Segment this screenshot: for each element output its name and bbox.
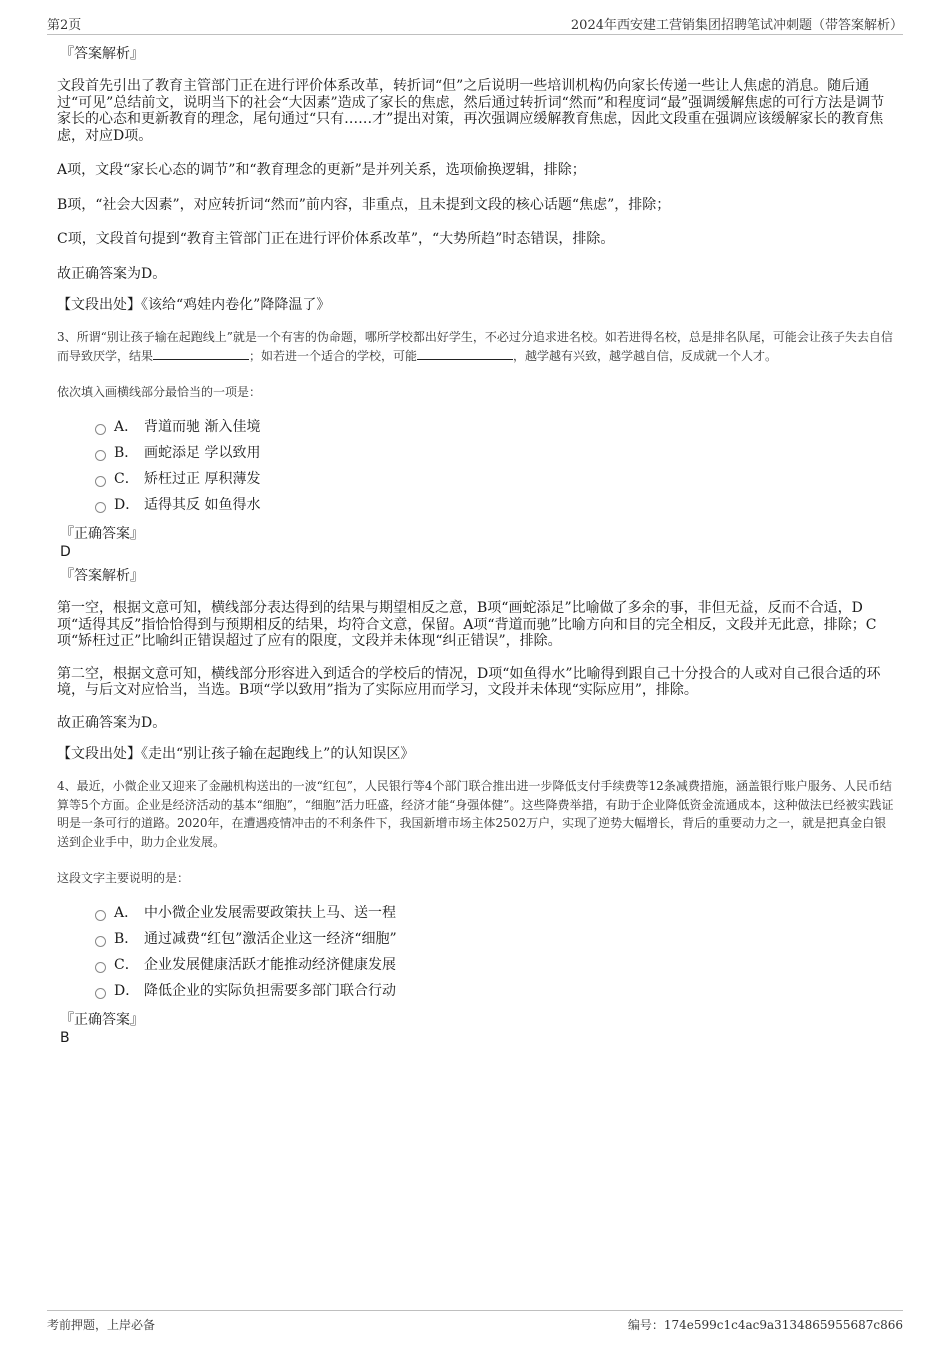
radio-icon[interactable] (95, 910, 106, 921)
q3-blank-1 (153, 347, 249, 360)
q2-source: 【文段出处】《该给“鸡娃内卷化”降降温了》 (57, 297, 331, 313)
q3-option-a[interactable]: A． 背道而驰 渐入佳境 (95, 414, 895, 440)
q4-option-d[interactable]: D． 降低企业的实际负担需要多部门联合行动 (95, 978, 895, 1004)
q3-ask: 依次填入画横线部分最恰当的一项是： (57, 385, 262, 399)
q3-option-b[interactable]: B． 画蛇添足 学以致用 (95, 440, 895, 466)
q3-answer: D (60, 544, 71, 560)
q4-ask: 这段文字主要说明的是： (57, 871, 190, 885)
q3-options (95, 414, 895, 518)
radio-icon[interactable] (95, 988, 106, 999)
q4-question-text: 4、最近，小微企业又迎来了金融机构送出的一波“红包”，人民银行等4个部门联合推出进一步降低支付手续费等12条减费措施，涵盖银行账户服务、人民币结算等5个方面。企业是经济活动的基本“细胞”，“细胞”活力旺盛，经济才能“身强体健”。这些降费举措，有助于企业降低资金流通成本，这种做法已经被实践证明是一条可行的道路。2020年，在遭遇疫情冲击的不利条件下，我国新增市场主体2502万户，实现了逆势大幅增长，背后的重要动力之一，就是把真金白银送到企业手中，助力企业发展。 (57, 779, 894, 849)
document-title: 2024年西安建工营销集团招聘笔试冲刺题（带答案解析） (570, 18, 903, 33)
q2-analysis-heading: 『答案解析』 (60, 46, 144, 62)
page-number: 第2页 (47, 18, 82, 33)
q3-option-d[interactable]: D． 适得其反 如鱼得水 (95, 492, 895, 518)
q3-answer-heading: 『正确答案』 (60, 526, 144, 542)
q3-analysis-paragraph-1: 第一空，根据文意可知，横线部分表达得到的结果与期望相反之意，B项“画蛇添足”比喻做了多余的事，非但无益，反而不合适，D项“适得其反”指恰恰得到与预期相反的结果，均符合文意，保留。A项“背道而驰”比喻方向和目的完全相反，文段并无此意，排除；C项“矫枉过正”比喻纠正错误超过了应有的限度，文段并未体现“纠正错误”，排除。 (57, 600, 877, 649)
q4-option-c[interactable]: C． 企业发展健康活跃才能推动经济健康发展 (95, 952, 895, 978)
q3-blank-2 (417, 347, 513, 360)
radio-icon[interactable] (95, 936, 106, 947)
q2-analysis-paragraph: 文段首先引出了教育主管部门正在进行评价体系改革，转折词“但”之后说明一些培训机构仍向家长传递一些让人焦虑的消息。随后通过“可见”总结前文，说明当下的社会“大因素”造成了家长的焦虑，然后通过转折词“然而”和程度词“最”强调缓解焦虑的可行方法是调节家长的心态和更新教育的理念，尾句通过“只有……才”提出对策，再次强调应缓解教育焦虑，因此文段重在强调应该缓解家长的教育焦虑，对应D项。 (57, 78, 885, 144)
q4-options (95, 900, 895, 1004)
q2-analysis-option-c: C项，文段首句提到“教育主管部门正在进行评价体系改革”，“大势所趋”时态错误，排除。 (57, 231, 615, 247)
radio-icon[interactable] (95, 502, 106, 513)
radio-icon[interactable] (95, 476, 106, 487)
q2-analysis-option-a: A项，文段“家长心态的调节”和“教育理念的更新”是并列关系，选项偷换逻辑，排除； (57, 162, 586, 178)
q4-option-a[interactable]: A． 中小微企业发展需要政策扶上马、送一程 (95, 900, 895, 926)
page-content (57, 44, 895, 1052)
radio-icon[interactable] (95, 450, 106, 461)
q4-answer: B (60, 1030, 70, 1046)
q3-source: 【文段出处】《走出“别让孩子输在起跑线上”的认知误区》 (57, 746, 415, 762)
q3-analysis-heading: 『答案解析』 (60, 568, 144, 584)
q4-option-b[interactable]: B． 通过减费“红包”激活企业这一经济“细胞” (95, 926, 895, 952)
q2-analysis-option-b: B项，“社会大因素”，对应转折词“然而”前内容，非重点，且未提到文段的核心话题“焦虑”，排除； (57, 196, 671, 213)
page-header (47, 14, 903, 35)
q4-answer-heading: 『正确答案』 (60, 1012, 144, 1028)
q3-option-c[interactable]: C． 矫枉过正 厚积薄发 (95, 466, 895, 492)
radio-icon[interactable] (95, 424, 106, 435)
q3-analysis-paragraph-2: 第二空，根据文意可知，横线部分形容进入到适合的学校后的情况，D项“如鱼得水”比喻得到跟自己十分投合的人或对自己很合适的环境，与后文对应恰当，当选。B项“学以致用”指为了实际应用而学习，文段并未体现“实际应用”，排除。 (57, 665, 881, 698)
footer-slogan: 考前押题，上岸必备 (47, 1318, 156, 1332)
q3-question-text: 3、所谓“别让孩子输在起跑线上”就是一个有害的伪命题，哪所学校都出好学生，不必过分追求进名校。如若进得名校，总是排名队尾，可能会让孩子失去自信而导致厌学，结果 ；如若进一个适合的学校，可能 ，越学越有兴致，越学越自信，反成就一个人才。 (57, 330, 893, 363)
page-footer (47, 1310, 903, 1340)
footer-serial: 编号：174e599c1c4ac9a3134865955687c866 (627, 1318, 903, 1332)
q3-conclusion: 故正确答案为D。 (57, 714, 167, 731)
q2-conclusion: 故正确答案为D。 (57, 265, 167, 282)
radio-icon[interactable] (95, 962, 106, 973)
